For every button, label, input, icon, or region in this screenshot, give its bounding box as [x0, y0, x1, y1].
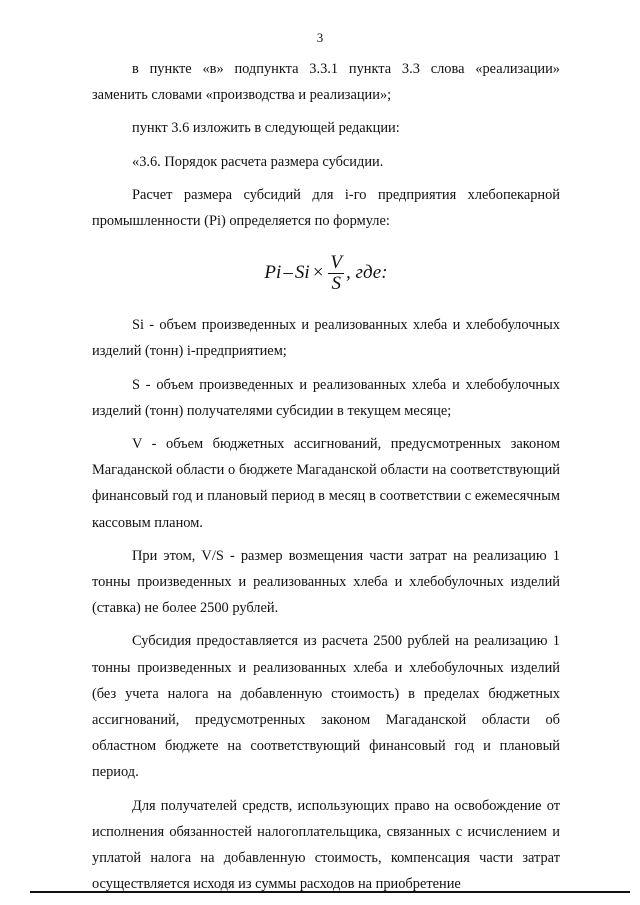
formula-fraction: [328, 253, 344, 294]
page-bottom-rule: [30, 891, 630, 893]
paragraph-vat-exempt: Для получателей средств, использующих право на освобождение от исполнения обязанностей налогоплательщика, связанных с исчислением и уплатой налога на добавленную стоимость, компенсация части затрат осуществляется исходя из суммы расходов на приобретение: [92, 797, 560, 893]
paragraph-formula-intro: Расчет размера субсидий для i-го предприятия хлебопекарной промышленности (Pi) определяется по формуле:: [92, 186, 560, 230]
subsidy-formula: [92, 234, 560, 312]
formula-numerator: V: [330, 251, 343, 273]
formula-times: ×: [311, 262, 325, 284]
formula-suffix: , где:: [346, 262, 388, 284]
formula-denominator: S: [331, 272, 341, 294]
paragraph-subsidy-calculation: Субсидия предоставляется из расчета 2500 рублей на реализацию 1 тонны произведенных и реализованных хлеба и хлебобулочных изделий (без учета налога на добавленную стоимость) в пределах бюджетных ассигнований, предусмотренных законом Магаданской области об областном бюджете на соответствующий финансовый год и плановый период.: [92, 633, 560, 781]
paragraph-si-definition: Si - объем произведенных и реализованных хлеба и хлебобулочных изделий (тонн) i-предприятием;: [92, 317, 560, 360]
paragraph-amend-clause: в пункте «в» подпункта 3.3.1 пункта 3.3 слова «реализации» заменить словами «производства и реализации»;: [92, 61, 560, 104]
paragraph-new-edition: пункт 3.6 изложить в следующей редакции:: [132, 120, 400, 137]
paragraph-rate-limit: При этом, V/S - размер возмещения части затрат на реализацию 1 тонны произведенных и реализованных хлеба и хлебобулочных изделий (ставка) не более 2500 рублей.: [92, 547, 560, 617]
paragraph-section-heading: «3.6. Порядок расчета размера субсидии.: [132, 153, 384, 170]
document-body: [92, 56, 560, 897]
formula-minus: –: [283, 262, 293, 284]
formula-si: Si: [294, 262, 310, 284]
page-number: 3: [316, 30, 324, 45]
formula-pi: Pi: [264, 262, 282, 284]
paragraph-s-definition: S - объем произведенных и реализованных хлеба и хлебобулочных изделий (тонн) получателями субсидии в текущем месяце;: [92, 376, 560, 419]
paragraph-v-definition: V - объем бюджетных ассигнований, предусмотренных законом Магаданской области о бюджете Магаданской области на соответствующий финансовый год и плановый период в месяц в соответствии с ежемесячным кассовым планом.: [92, 436, 560, 531]
